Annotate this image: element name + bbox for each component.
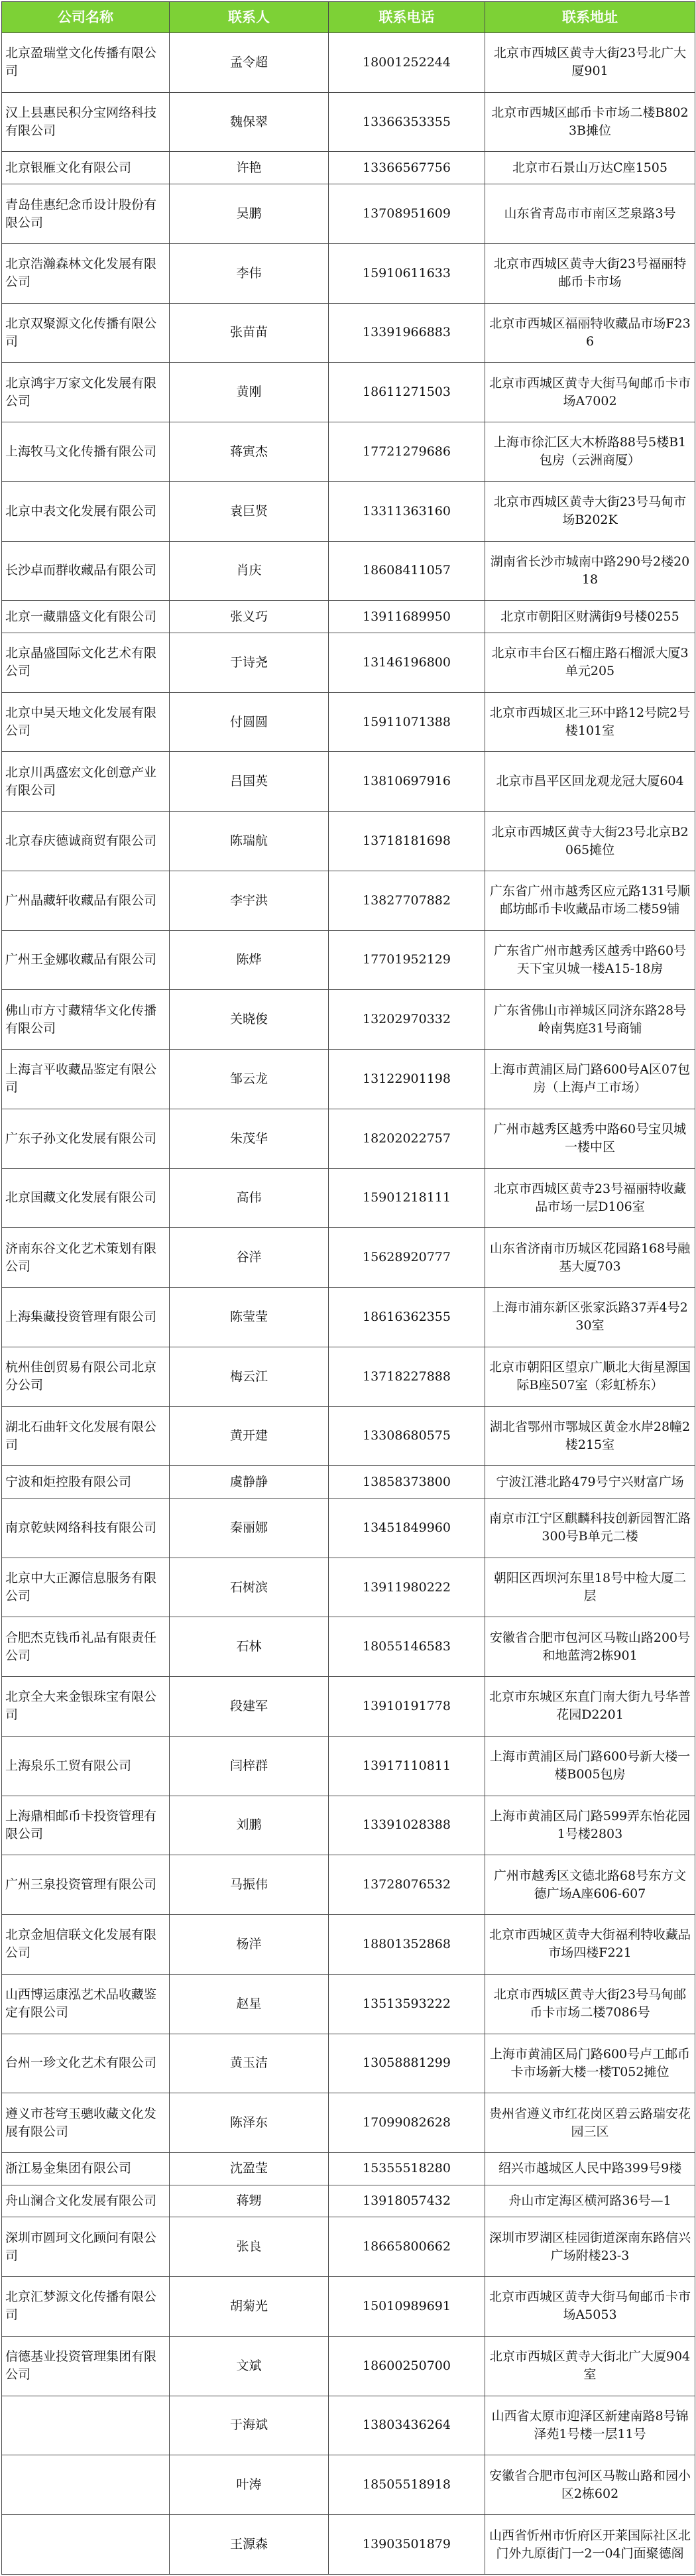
phone-cell: 13718181698 <box>329 812 485 871</box>
table-header <box>2 2 695 33</box>
contact-cell: 孟令超 <box>170 33 329 93</box>
table-row <box>2 871 695 930</box>
table-row <box>2 1168 695 1228</box>
contact-cell: 沈盈莹 <box>170 2152 329 2185</box>
phone-cell: 18055146583 <box>329 1617 485 1677</box>
table-row <box>2 1050 695 1109</box>
table-row <box>2 990 695 1050</box>
table-row <box>2 2185 695 2217</box>
contact-cell: 秦丽娜 <box>170 1498 329 1558</box>
phone-cell: 18505518918 <box>329 2455 485 2515</box>
header-company: 公司名称 <box>2 2 170 33</box>
company-cell: 上海泉乐工贸有限公司 <box>2 1736 170 1796</box>
address-cell: 贵州省遵义市红花岗区碧云路瑞安花园三区 <box>485 2093 695 2153</box>
address-cell: 北京市西城区黄寺大街北广大厦904室 <box>485 2336 695 2396</box>
phone-cell: 13810697916 <box>329 752 485 812</box>
phone-cell: 13858373800 <box>329 1466 485 1499</box>
company-cell: 长沙卓而群收藏品有限公司 <box>2 541 170 601</box>
contact-cell: 石树滨 <box>170 1558 329 1617</box>
contact-cell: 吴鹏 <box>170 184 329 244</box>
table-row <box>2 2336 695 2396</box>
contact-cell: 朱茂华 <box>170 1109 329 1168</box>
table-row <box>2 2515 695 2575</box>
company-cell: 北京全大来金银珠宝有限公司 <box>2 1677 170 1737</box>
company-cell: 北京鸿宇万家文化发展有限公司 <box>2 363 170 422</box>
phone-cell: 18801352868 <box>329 1915 485 1975</box>
contact-cell: 袁巨贤 <box>170 481 329 541</box>
company-cell: 北京汇梦源文化传播有限公司 <box>2 2277 170 2337</box>
table-row <box>2 1109 695 1168</box>
address-cell: 北京市西城区黄寺大街23号北广大厦901 <box>485 33 695 93</box>
address-cell: 广东省广州市越秀区应元路131号顺邮坊邮币卡收藏品市场二楼59铺 <box>485 871 695 930</box>
table-row <box>2 2455 695 2515</box>
phone-cell: 18001252244 <box>329 33 485 93</box>
address-cell: 广州市越秀区文德北路68号东方文德广场A座606-607 <box>485 1855 695 1915</box>
company-cell: 北京一藏鼎盛文化有限公司 <box>2 601 170 633</box>
table-row <box>2 363 695 422</box>
contact-cell: 闫梓群 <box>170 1736 329 1796</box>
table-row <box>2 92 695 152</box>
company-cell <box>2 2515 170 2575</box>
company-cell: 深圳市圆珂文化顾问有限公司 <box>2 2217 170 2277</box>
address-cell: 北京市西城区黄寺大街23号马甸市场B202K <box>485 481 695 541</box>
table-row <box>2 1796 695 1855</box>
company-cell: 汉上县惠民积分宝网络科技有限公司 <box>2 92 170 152</box>
phone-cell: 15901218111 <box>329 1168 485 1228</box>
phone-cell: 17721279686 <box>329 422 485 482</box>
address-cell: 湖北省鄂州市鄂城区黄金水岸28幢2楼215室 <box>485 1406 695 1466</box>
address-cell: 宁波江港北路479号宁兴财富广场 <box>485 1466 695 1499</box>
phone-cell: 13391966883 <box>329 303 485 363</box>
table-row <box>2 752 695 812</box>
phone-cell: 13311363160 <box>329 481 485 541</box>
company-cell: 南京乾蚨网络科技有限公司 <box>2 1498 170 1558</box>
table-row <box>2 303 695 363</box>
table-row <box>2 1558 695 1617</box>
header-address: 联系地址 <box>485 2 695 33</box>
address-cell: 朝阳区西坝河东里18号中检大厦二层 <box>485 1558 695 1617</box>
contact-cell: 李伟 <box>170 243 329 303</box>
table-row <box>2 1736 695 1796</box>
phone-cell: 15355518280 <box>329 2152 485 2185</box>
table-row <box>2 1915 695 1975</box>
phone-cell: 18608411057 <box>329 541 485 601</box>
table-row <box>2 2152 695 2185</box>
company-cell: 北京金旭信联文化发展有限公司 <box>2 1915 170 1975</box>
address-cell: 北京市朝阳区财满街9号楼0255 <box>485 601 695 633</box>
address-cell: 北京市丰台区石榴庄路石榴派大厦3单元205 <box>485 633 695 692</box>
table-row <box>2 184 695 244</box>
contact-cell: 王源森 <box>170 2515 329 2575</box>
address-cell: 南京市江宁区麒麟科技创新园智汇路300号B单元二楼 <box>485 1498 695 1558</box>
address-cell: 深圳市罗湖区桂园街道深南东路信兴广场附楼23-3 <box>485 2217 695 2277</box>
contact-cell: 虞静静 <box>170 1466 329 1499</box>
header-phone: 联系电话 <box>329 2 485 33</box>
table-row <box>2 243 695 303</box>
address-cell: 上海市黄浦区局门路599弄东怡花园1号楼2803 <box>485 1796 695 1855</box>
phone-cell: 13728076532 <box>329 1855 485 1915</box>
address-cell: 湖南省长沙市城南中路290号2楼2018 <box>485 541 695 601</box>
phone-cell: 13308680575 <box>329 1406 485 1466</box>
table-row <box>2 1347 695 1406</box>
header-contact: 联系人 <box>170 2 329 33</box>
table-row <box>2 2396 695 2455</box>
table-row <box>2 1288 695 1347</box>
table-row <box>2 692 695 752</box>
contact-cell: 李宇洪 <box>170 871 329 930</box>
phone-cell: 15911071388 <box>329 692 485 752</box>
company-cell: 北京中昊天地文化发展有限公司 <box>2 692 170 752</box>
contact-cell: 于海斌 <box>170 2396 329 2455</box>
contact-cell: 梅云江 <box>170 1347 329 1406</box>
table-row <box>2 33 695 93</box>
company-cell: 信德基业投资管理集团有限公司 <box>2 2336 170 2396</box>
address-cell: 绍兴市越城区人民中路399号9楼 <box>485 2152 695 2185</box>
contact-cell: 刘鹏 <box>170 1796 329 1855</box>
phone-cell: 13366567756 <box>329 152 485 184</box>
phone-cell: 13451849960 <box>329 1498 485 1558</box>
phone-cell: 13911689950 <box>329 601 485 633</box>
phone-cell: 15628920777 <box>329 1228 485 1288</box>
phone-cell: 18611271503 <box>329 363 485 422</box>
table-row <box>2 1677 695 1737</box>
company-cell: 北京银雁文化有限公司 <box>2 152 170 184</box>
company-cell: 广东子孙文化发展有限公司 <box>2 1109 170 1168</box>
phone-cell: 13917110811 <box>329 1736 485 1796</box>
contact-cell: 陈瑞航 <box>170 812 329 871</box>
table-row <box>2 422 695 482</box>
address-cell: 北京市西城区黄寺大街马甸邮币卡市场A7002 <box>485 363 695 422</box>
table-row <box>2 1498 695 1558</box>
company-cell <box>2 2455 170 2515</box>
phone-cell: 18600250700 <box>329 2336 485 2396</box>
phone-cell: 13718227888 <box>329 1347 485 1406</box>
address-cell: 北京市西城区黄寺大街23号马甸邮币卡市场二楼7086号 <box>485 1974 695 2034</box>
table-row <box>2 541 695 601</box>
address-cell: 安徽省合肥市包河区马鞍山路和园小区2栋602 <box>485 2455 695 2515</box>
company-cell: 广州王金娜收藏品有限公司 <box>2 930 170 990</box>
address-cell: 北京市西城区北三环中路12号院2号楼101室 <box>485 692 695 752</box>
contact-cell: 陈烨 <box>170 930 329 990</box>
table-row <box>2 2277 695 2337</box>
address-cell: 上海市黄浦区局门路600号卢工邮币卡市场新大楼一楼T052摊位 <box>485 2034 695 2093</box>
contact-cell: 魏保翠 <box>170 92 329 152</box>
company-cell: 上海鼎相邮币卡投资管理有限公司 <box>2 1796 170 1855</box>
table-row <box>2 1974 695 2034</box>
header-row <box>2 2 695 33</box>
address-cell: 上海市黄浦区局门路600号新大楼一楼B005包房 <box>485 1736 695 1796</box>
phone-cell: 18202022757 <box>329 1109 485 1168</box>
contact-cell: 邹云龙 <box>170 1050 329 1109</box>
phone-cell: 13918057432 <box>329 2185 485 2217</box>
address-cell: 广东省广州市越秀区越秀中路60号天下宝贝城一楼A15-18房 <box>485 930 695 990</box>
company-cell: 北京浩瀚森林文化发展有限公司 <box>2 243 170 303</box>
company-cell: 青岛佳惠纪念币设计股份有限公司 <box>2 184 170 244</box>
contact-cell: 黄玉洁 <box>170 2034 329 2093</box>
company-cell: 山西博运康泓艺术品收藏鉴定有限公司 <box>2 1974 170 2034</box>
address-cell: 广东省佛山市禅城区同济东路28号岭南隽庭31号商铺 <box>485 990 695 1050</box>
company-cell: 广州晶藏轩收藏品有限公司 <box>2 871 170 930</box>
address-cell: 北京市西城区黄寺大街福利特收藏品市场四楼F221 <box>485 1915 695 1975</box>
address-cell: 上海市浦东新区张家浜路37弄4号230室 <box>485 1288 695 1347</box>
address-cell: 山西省忻州市忻府区开莱国际社区北门外九原街门一2一04门面聚德阁 <box>485 2515 695 2575</box>
contacts-table <box>1 1 695 2575</box>
table-row <box>2 2034 695 2093</box>
company-cell: 北京国藏文化发展有限公司 <box>2 1168 170 1228</box>
address-cell: 山东省青岛市市南区芝泉路3号 <box>485 184 695 244</box>
company-cell: 舟山澜合文化发展有限公司 <box>2 2185 170 2217</box>
address-cell: 山西省太原市迎泽区新建南路8号锦泽苑1号楼一层11号 <box>485 2396 695 2455</box>
address-cell: 北京市西城区邮币卡市场二楼B8023B摊位 <box>485 92 695 152</box>
phone-cell: 13391028388 <box>329 1796 485 1855</box>
contact-cell: 陈莹莹 <box>170 1288 329 1347</box>
phone-cell: 13146196800 <box>329 633 485 692</box>
address-cell: 北京市西城区黄寺大街23号福丽特邮币卡市场 <box>485 243 695 303</box>
table-row <box>2 1228 695 1288</box>
phone-cell: 13122901198 <box>329 1050 485 1109</box>
table-row <box>2 2217 695 2277</box>
company-cell: 杭州佳创贸易有限公司北京分公司 <box>2 1347 170 1406</box>
contact-cell: 张良 <box>170 2217 329 2277</box>
phone-cell: 13827707882 <box>329 871 485 930</box>
phone-cell: 13910191778 <box>329 1677 485 1737</box>
company-cell: 上海言平收藏品鉴定有限公司 <box>2 1050 170 1109</box>
contact-cell: 许艳 <box>170 152 329 184</box>
contact-cell: 段建军 <box>170 1677 329 1737</box>
address-cell: 北京市西城区黄寺23号福丽特收藏品市场一层D106室 <box>485 1168 695 1228</box>
contact-cell: 蒋寅杰 <box>170 422 329 482</box>
contact-cell: 杨洋 <box>170 1915 329 1975</box>
phone-cell: 13202970332 <box>329 990 485 1050</box>
contact-cell: 赵星 <box>170 1974 329 2034</box>
company-cell: 北京春庆德诚商贸有限公司 <box>2 812 170 871</box>
phone-cell: 13903501879 <box>329 2515 485 2575</box>
company-cell: 上海牧马文化传播有限公司 <box>2 422 170 482</box>
company-cell: 佛山市方寸藏精华文化传播有限公司 <box>2 990 170 1050</box>
phone-cell: 17701952129 <box>329 930 485 990</box>
company-cell: 宁波和炬控股有限公司 <box>2 1466 170 1499</box>
table-row <box>2 2093 695 2153</box>
contact-cell: 关晓俊 <box>170 990 329 1050</box>
address-cell: 舟山市定海区横河路36号—1 <box>485 2185 695 2217</box>
address-cell: 北京市东城区东直门南大街九号华普花园D2201 <box>485 1677 695 1737</box>
table-row <box>2 152 695 184</box>
company-cell: 湖北石曲轩文化发展有限公司 <box>2 1406 170 1466</box>
table-row <box>2 1406 695 1466</box>
phone-cell: 13911980222 <box>329 1558 485 1617</box>
table-row <box>2 930 695 990</box>
address-cell: 北京市西城区黄寺大街马甸邮币卡市场A5053 <box>485 2277 695 2337</box>
company-cell: 遵义市苍穹玉骢收藏文化发展有限公司 <box>2 2093 170 2153</box>
phone-cell: 13366353355 <box>329 92 485 152</box>
contact-cell: 石林 <box>170 1617 329 1677</box>
company-cell: 北京晶盛国际文化艺术有限公司 <box>2 633 170 692</box>
table-row <box>2 812 695 871</box>
address-cell: 上海市黄浦区局门路600号A区07包房（上海卢工市场） <box>485 1050 695 1109</box>
address-cell: 北京市昌平区回龙观龙冠大厦604 <box>485 752 695 812</box>
company-cell: 北京盈瑞堂文化传播有限公司 <box>2 33 170 93</box>
contact-cell: 张苗苗 <box>170 303 329 363</box>
contact-cell: 张义巧 <box>170 601 329 633</box>
phone-cell: 15910611633 <box>329 243 485 303</box>
phone-cell: 13513593222 <box>329 1974 485 2034</box>
table-row <box>2 601 695 633</box>
table-row <box>2 1855 695 1915</box>
contact-cell: 于诗尧 <box>170 633 329 692</box>
contact-cell: 黄开建 <box>170 1406 329 1466</box>
company-cell: 合肥杰克钱币礼品有限责任公司 <box>2 1617 170 1677</box>
phone-cell: 17099082628 <box>329 2093 485 2153</box>
contact-cell: 马振伟 <box>170 1855 329 1915</box>
phone-cell: 13708951609 <box>329 184 485 244</box>
contact-cell: 胡菊光 <box>170 2277 329 2337</box>
address-cell: 北京市西城区福丽特收藏品市场F236 <box>485 303 695 363</box>
table-row <box>2 633 695 692</box>
company-cell: 上海集藏投资管理有限公司 <box>2 1288 170 1347</box>
company-cell: 北京川禹盛宏文化创意产业有限公司 <box>2 752 170 812</box>
address-cell: 山东省济南市历城区花园路168号融基大厦703 <box>485 1228 695 1288</box>
contact-cell: 蒋甥 <box>170 2185 329 2217</box>
phone-cell: 13803436264 <box>329 2396 485 2455</box>
contact-cell: 付圆圆 <box>170 692 329 752</box>
table-row <box>2 1466 695 1499</box>
address-cell: 广州市越秀区越秀中路60号宝贝城一楼中区 <box>485 1109 695 1168</box>
company-cell: 济南东谷文化艺术策划有限公司 <box>2 1228 170 1288</box>
table-row <box>2 1617 695 1677</box>
table-body <box>2 33 695 2575</box>
contact-cell: 吕国英 <box>170 752 329 812</box>
phone-cell: 15010989691 <box>329 2277 485 2337</box>
company-cell: 北京双聚源文化传播有限公司 <box>2 303 170 363</box>
company-cell: 台州一珍文化艺术有限公司 <box>2 2034 170 2093</box>
table-row <box>2 481 695 541</box>
contact-cell: 肖庆 <box>170 541 329 601</box>
contact-cell: 黄刚 <box>170 363 329 422</box>
phone-cell: 18665800662 <box>329 2217 485 2277</box>
company-cell: 北京中大正源信息服务有限公司 <box>2 1558 170 1617</box>
contact-cell: 叶涛 <box>170 2455 329 2515</box>
address-cell: 安徽省合肥市包河区马鞍山路200号和地蓝湾2栋901 <box>485 1617 695 1677</box>
company-cell: 北京中表文化发展有限公司 <box>2 481 170 541</box>
contact-cell: 陈泽东 <box>170 2093 329 2153</box>
contact-cell: 高伟 <box>170 1168 329 1228</box>
address-cell: 上海市徐汇区大木桥路88号5楼B1包房（云洲商厦） <box>485 422 695 482</box>
contact-cell: 谷洋 <box>170 1228 329 1288</box>
address-cell: 北京市西城区黄寺大街23号北京B2065摊位 <box>485 812 695 871</box>
address-cell: 北京市朝阳区望京广顺北大街星源国际B座507室（彩虹桥东） <box>485 1347 695 1406</box>
phone-cell: 13058881299 <box>329 2034 485 2093</box>
company-cell: 广州三泉投资管理有限公司 <box>2 1855 170 1915</box>
company-cell: 浙江易金集团有限公司 <box>2 2152 170 2185</box>
contact-cell: 文斌 <box>170 2336 329 2396</box>
address-cell: 北京市石景山万达C座1505 <box>485 152 695 184</box>
phone-cell: 18616362355 <box>329 1288 485 1347</box>
company-cell <box>2 2396 170 2455</box>
